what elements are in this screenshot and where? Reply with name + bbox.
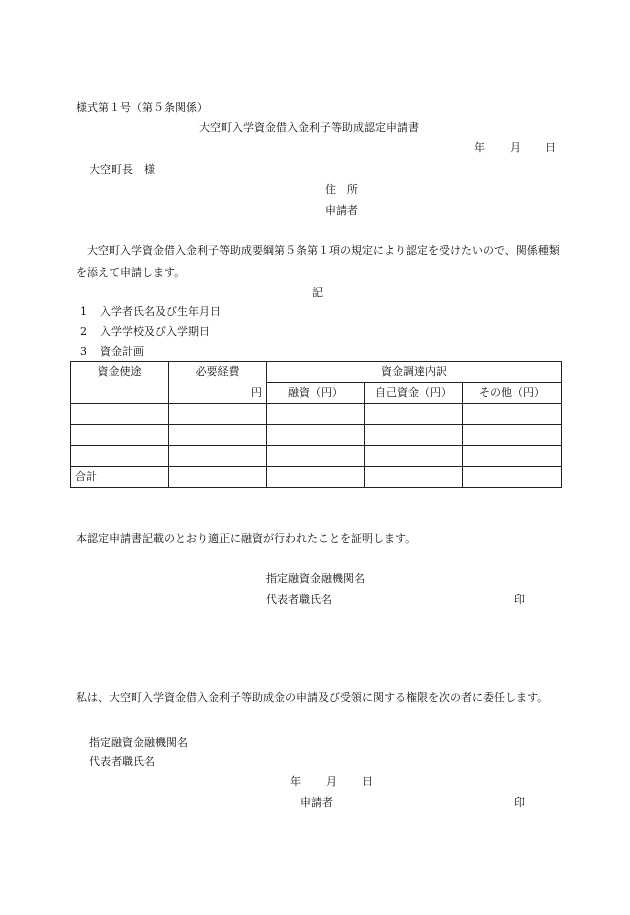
table-cell[interactable] <box>71 446 169 467</box>
subheader-own-funds: 自己資金（円） <box>365 383 463 404</box>
date-month: 月 <box>510 141 521 154</box>
ki-heading: 記 <box>312 286 323 299</box>
table-cell[interactable] <box>169 404 267 425</box>
table-cell[interactable] <box>463 404 562 425</box>
date-day: 日 <box>545 141 556 154</box>
item-number-3: 3 <box>80 345 87 358</box>
table-cell[interactable] <box>463 467 562 488</box>
header-required: 必要経費 <box>169 362 267 383</box>
delegation-date-day: 日 <box>362 775 373 788</box>
table-cell[interactable] <box>267 404 365 425</box>
addressee: 大空町長 様 <box>89 163 155 176</box>
delegation-date-month: 月 <box>326 775 337 788</box>
address-label: 住 所 <box>325 183 358 196</box>
table-cell[interactable] <box>267 425 365 446</box>
table-cell[interactable] <box>169 425 267 446</box>
table-total-row <box>71 467 562 488</box>
table-row <box>71 404 562 425</box>
table-cell[interactable] <box>169 446 267 467</box>
header-breakdown: 資金調達内訳 <box>267 362 562 383</box>
table-cell[interactable] <box>365 467 463 488</box>
table-cell[interactable] <box>365 446 463 467</box>
item-label-1: 入学者氏名及び生年月日 <box>100 305 221 318</box>
certification-text: 本認定申請書記載のとおり適正に融資が行われたことを証明します。 <box>76 532 417 545</box>
table-cell[interactable] <box>169 467 267 488</box>
certification-seal: 印 <box>514 593 525 606</box>
form-number: 様式第１号（第５条関係） <box>76 101 208 114</box>
certification-representative-label: 代表者職氏名 <box>266 593 332 606</box>
subheader-loan: 融資（円） <box>267 383 365 404</box>
table-cell[interactable] <box>365 404 463 425</box>
header-required-unit: 円 <box>169 383 267 404</box>
delegation-seal: 印 <box>514 796 525 809</box>
table-cell[interactable] <box>463 425 562 446</box>
delegation-date-year: 年 <box>290 775 301 788</box>
item-label-2: 入学学校及び入学期日 <box>100 325 210 338</box>
total-label: 合計 <box>71 467 169 488</box>
item-number-1: 1 <box>80 305 87 318</box>
request-text: 大空町入学資金借入金利子等助成要綱第５条第１項の規定により認定を受けたいので、関係種類を添えて申請します。 <box>76 244 560 279</box>
table-cell[interactable] <box>463 446 562 467</box>
delegation-institution-label: 指定融資金融機関名 <box>89 736 188 749</box>
certification-institution-label: 指定融資金融機関名 <box>266 572 365 585</box>
date-year: 年 <box>474 141 485 154</box>
document-title: 大空町入学資金借入金利子等助成認定申請書 <box>199 121 419 134</box>
item-label-3: 資金計画 <box>100 345 144 358</box>
subheader-other: その他（円） <box>463 383 562 404</box>
funding-plan-table <box>70 361 562 488</box>
applicant-label: 申請者 <box>325 204 358 217</box>
delegation-text: 私は、大空町入学資金借入金利子等助成金の申請及び受領に関する権限を次の者に委任します。 <box>76 691 549 704</box>
table-cell[interactable] <box>71 425 169 446</box>
delegation-applicant-label: 申請者 <box>300 796 333 809</box>
table-cell[interactable] <box>267 446 365 467</box>
delegation-representative-label: 代表者職氏名 <box>89 755 155 768</box>
header-use: 資金使途 <box>71 362 169 404</box>
table-cell[interactable] <box>365 425 463 446</box>
table-cell[interactable] <box>267 467 365 488</box>
table-header-row <box>71 362 562 383</box>
item-number-2: 2 <box>80 325 87 338</box>
table-row <box>71 425 562 446</box>
table-row <box>71 446 562 467</box>
table-cell[interactable] <box>71 404 169 425</box>
